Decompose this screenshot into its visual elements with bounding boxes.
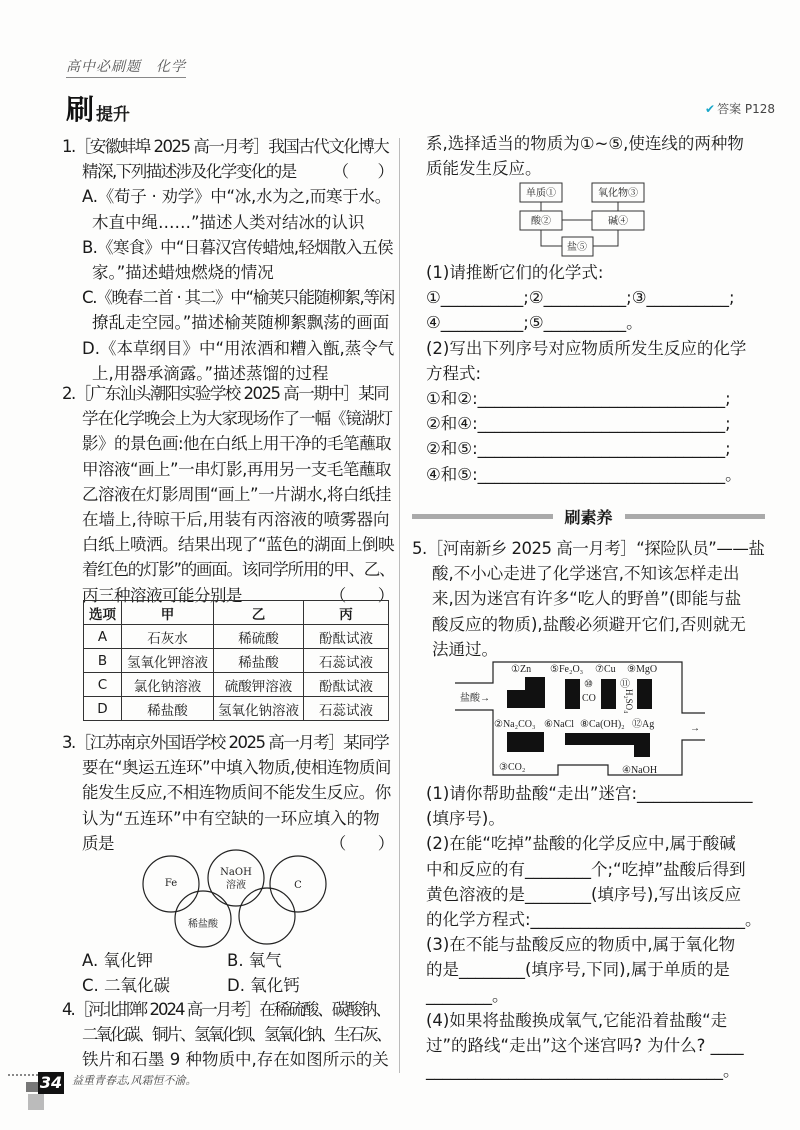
maze-exit-arrow: → — [690, 723, 700, 734]
table-cell: 稀盐酸 — [214, 649, 304, 673]
text-line: 在墙上,待晾干后,用装有丙溶液的喷雾器向 — [82, 509, 390, 529]
table-header: 丙 — [304, 601, 389, 625]
banner-bar — [412, 514, 553, 519]
text-line: 丙三种溶液可能分别是 （ ） — [82, 585, 394, 605]
text-line: 系,选择适当的物质为①~⑤,使连线的两种物 — [426, 134, 744, 153]
question-4 — [62, 997, 394, 1073]
table-header: 乙 — [214, 601, 304, 625]
text-line: (2)写出下列序号对应物质所发生反应的化学 — [426, 338, 747, 358]
question-3 — [62, 730, 394, 856]
text-line: (填序号)。 — [426, 809, 505, 829]
text-line: A.《荀子 · 劝学》中“冰,水为之,而寒于水。 — [82, 187, 392, 207]
text-line: 过”的路线“走出”这个迷宫吗? 为什么? ____ — [426, 1035, 744, 1055]
text-line: 3.［江苏南京外国语学校 2025 高一月考］某同学 — [62, 733, 389, 752]
text-line: (2)在能“吃掉”盐酸的化学反应中,属于酸碱 — [426, 834, 736, 854]
text-line: (4)如果将盐酸换成氧气,它能沿着盐酸“走 — [426, 1010, 728, 1030]
question-5-parts — [426, 781, 764, 1083]
maze-item: ⑫Ag — [632, 719, 655, 730]
text-line: 酸,不小心走进了化学迷宫,不知该怎样走出 — [432, 564, 740, 584]
text-line: 家。”描述蜡烛燃烧的情况 — [92, 262, 274, 282]
footer-dots — [8, 1074, 38, 1076]
text-line: (1)请推断它们的化学式: — [426, 263, 604, 282]
maze-item: ⑥NaCl — [544, 719, 575, 730]
table-header: 选项 — [84, 601, 122, 625]
text-line: 要在“奥运五连环”中填入物质,使相连物质间 — [82, 758, 391, 778]
answer-reference — [705, 100, 775, 117]
maze-item: ③CO₂ — [499, 762, 526, 773]
footer-motto: 益重青春志,风霜恒不渝。 — [72, 1074, 197, 1087]
text-line: 2.［广东汕头潮阳实验学校 2025 高一期中］某同 — [62, 384, 389, 403]
table-cell: 稀盐酸 — [122, 697, 214, 721]
olympic-rings-diagram — [130, 848, 340, 953]
book-title: 高中必刷题 化学 — [66, 56, 186, 78]
text-line: 木直中绳……”描述人类对结冰的认识 — [92, 212, 365, 232]
table-row — [84, 625, 389, 649]
text-line: 中和反应的有________个;“吃掉”盐酸后得到 — [426, 859, 746, 879]
text-line: 上,用器承滴露。”描述蒸馏的过程 — [92, 363, 329, 383]
text-line: 质能发生反应。 — [426, 159, 542, 179]
text-line: 1.［安徽蚌埠 2025 高一月考］我国古代文化博大 — [62, 137, 389, 156]
text-line: ④__________;⑤__________。 — [426, 313, 643, 333]
table-cell: C — [84, 673, 122, 697]
text-line: (1)请你帮助盐酸“走出”迷宫:______________ — [426, 784, 753, 803]
ring-label: NaOH — [220, 867, 252, 878]
maze-item: ⑩ — [584, 679, 593, 690]
table-cell: 石蕊试液 — [304, 649, 389, 673]
check-icon: ✔ — [705, 102, 716, 116]
text-line: (3)在不能与盐酸反应的物质中,属于氧化物 — [426, 935, 736, 955]
maze-diagram — [450, 655, 770, 780]
table-row — [84, 673, 389, 697]
text-line: ②和⑤:______________________________; — [426, 439, 731, 459]
maze-item: ①Zn — [511, 664, 532, 675]
text-line: 来,因为迷宫有许多“吃人的野兽”(即能与盐 — [432, 589, 742, 609]
text-line: 学在化学晚会上为大家现场作了一幅《镜湖灯 — [82, 409, 392, 429]
table-cell: 酚酞试液 — [304, 625, 389, 649]
section-heading-big: 刷 — [66, 93, 95, 126]
text-line: 法通过。 — [432, 639, 498, 659]
section-banner — [412, 505, 765, 527]
text-line: ____________________________________。 — [426, 1061, 740, 1081]
column-divider — [399, 138, 400, 1073]
text-line: B.《寒食》中“日暮汉宫传蜡烛,轻烟散入五侯 — [82, 237, 393, 257]
banner-bar — [625, 514, 766, 519]
text-line: 黄色溶液的是________(填序号),写出该反应 — [426, 884, 742, 904]
table-cell: A — [84, 625, 122, 649]
text-line: ④和⑤:______________________________。 — [426, 464, 742, 484]
question-4-parts — [426, 260, 764, 487]
table-cell: 氯化钠溶液 — [122, 673, 214, 697]
section-heading-small: 提升 — [96, 105, 131, 125]
section-heading — [66, 88, 130, 128]
ring-label: 稀盐酸 — [188, 919, 218, 930]
maze-item: ⑦Cu — [595, 664, 616, 675]
maze-item: CO — [582, 693, 596, 704]
ring-label: Fe — [164, 878, 178, 889]
text-line: 影》的景色画:他在白纸上用干净的毛笔蘸取 — [82, 434, 392, 454]
box-salt: 盐⑤ — [567, 242, 587, 253]
text-line: 4.［河北邯郸 2024 高一月考］在稀硫酸、碳酸钠、 — [62, 1000, 390, 1019]
ring-naoh — [208, 850, 264, 906]
box-element: 单质① — [526, 188, 556, 199]
question-4-continued — [426, 131, 764, 181]
maze-entry-label: 盐酸→ — [460, 693, 490, 704]
table-cell: 氢氧化钾溶液 — [122, 649, 214, 673]
question-1 — [62, 134, 394, 386]
maze-item: ⑤Fe₂O₃ — [550, 664, 584, 675]
footer-square-decoration — [26, 1082, 38, 1092]
page-number: 34 — [39, 1073, 63, 1092]
maze-item: ②Na₂CO₃ — [494, 719, 536, 730]
box-acid: 酸② — [531, 216, 551, 227]
table-header-row — [84, 601, 389, 625]
text-line: 5.［河南新乡 2025 高一月考］“探险队员”——盐 — [412, 539, 765, 558]
table-row — [84, 649, 389, 673]
ring-label: 溶液 — [226, 880, 246, 891]
ring-empty — [239, 888, 295, 944]
text-line: ①和②:______________________________; — [426, 388, 731, 408]
option-a[interactable]: A. 氧化钾 — [82, 951, 153, 970]
answer-page: 答案 P128 — [717, 102, 776, 116]
table-cell: 酚酞试液 — [304, 673, 389, 697]
table-cell: 稀硫酸 — [214, 625, 304, 649]
text-line: 的是________(填序号,下同),属于单质的是 — [426, 960, 730, 980]
text-line: 着红色的灯影”的画面。该同学所用的甲、乙、 — [82, 560, 395, 580]
question-2 — [62, 381, 394, 608]
table-cell: 硫酸钾溶液 — [214, 673, 304, 697]
text-line: 质是 （ ） — [82, 833, 394, 853]
option-d[interactable]: D. 氧化钙 — [227, 976, 300, 996]
table-cell: 石灰水 — [122, 625, 214, 649]
table-header: 甲 — [122, 601, 214, 625]
maze-item: ⑨MgO — [627, 664, 658, 675]
text-line: ②和④:______________________________; — [426, 414, 731, 434]
text-line: 撩乱走空园。”描述榆荚随柳絮飘荡的画面 — [92, 313, 390, 333]
text-line: 白纸上喷洒。结果出现了“蓝色的湖面上倒映 — [82, 535, 395, 555]
text-line: 方程式: — [426, 363, 482, 383]
section-banner-title: 刷素养 — [564, 507, 613, 527]
maze-item: ⑪ — [620, 679, 630, 690]
box-oxide: 氧化物③ — [598, 188, 638, 199]
text-line: 铁片和石墨 9 种物质中,存在如图所示的关 — [82, 1050, 389, 1070]
maze-item: ④NaOH — [622, 765, 658, 776]
option-b[interactable]: B. 氧气 — [227, 951, 282, 970]
table-row — [84, 697, 389, 721]
option-c[interactable]: C. 二氧化碳 — [82, 976, 171, 996]
question-5 — [412, 536, 764, 662]
text-line: C.《晚春二首 · 其二》中“榆荚只能随柳絮,等闲 — [82, 288, 395, 308]
table-cell: 石蕊试液 — [304, 697, 389, 721]
text-line: 乙溶液在灯影周围“画上”一片湖水,将白纸挂 — [82, 484, 391, 504]
text-line: ①__________;②__________;③__________; — [426, 288, 735, 308]
ring-label: C — [294, 880, 302, 891]
text-line: 二氧化碳、铜片、氢氧化钡、氢氧化钠、生石灰、 — [82, 1025, 390, 1045]
text-line: 能发生反应,不相连物质间不能发生反应。你 — [82, 783, 391, 803]
text-line: 甲溶液“画上”一串灯影,再用另一支毛笔蘸取 — [82, 459, 391, 479]
table-cell: B — [84, 649, 122, 673]
text-line: ________。 — [426, 985, 509, 1005]
text-line: D.《本草纲目》中“用浓酒和糟入甑,蒸令气 — [82, 338, 395, 358]
box-base: 碱④ — [608, 216, 628, 227]
footer-square-decoration — [28, 1094, 44, 1110]
substance-relation-diagram — [510, 178, 660, 263]
maze-item: ⑧Ca(OH)₂ — [580, 719, 625, 730]
text-line: 精深,下列描述涉及化学变化的是 （ ） — [82, 162, 393, 182]
maze-item: H₂SO₄ — [624, 689, 634, 714]
table-cell: D — [84, 697, 122, 721]
q3-options — [82, 948, 394, 998]
q2-options-table — [83, 600, 389, 721]
text-line: 认为“五连环”中有空缺的一环应填入的物 — [82, 808, 380, 828]
text-line: 的化学方程式:__________________________。 — [426, 909, 762, 929]
table-cell: 氢氧化钠溶液 — [214, 697, 304, 721]
text-line: 酸反应的物质),盐酸必须避开它们,否则就无 — [432, 614, 746, 634]
